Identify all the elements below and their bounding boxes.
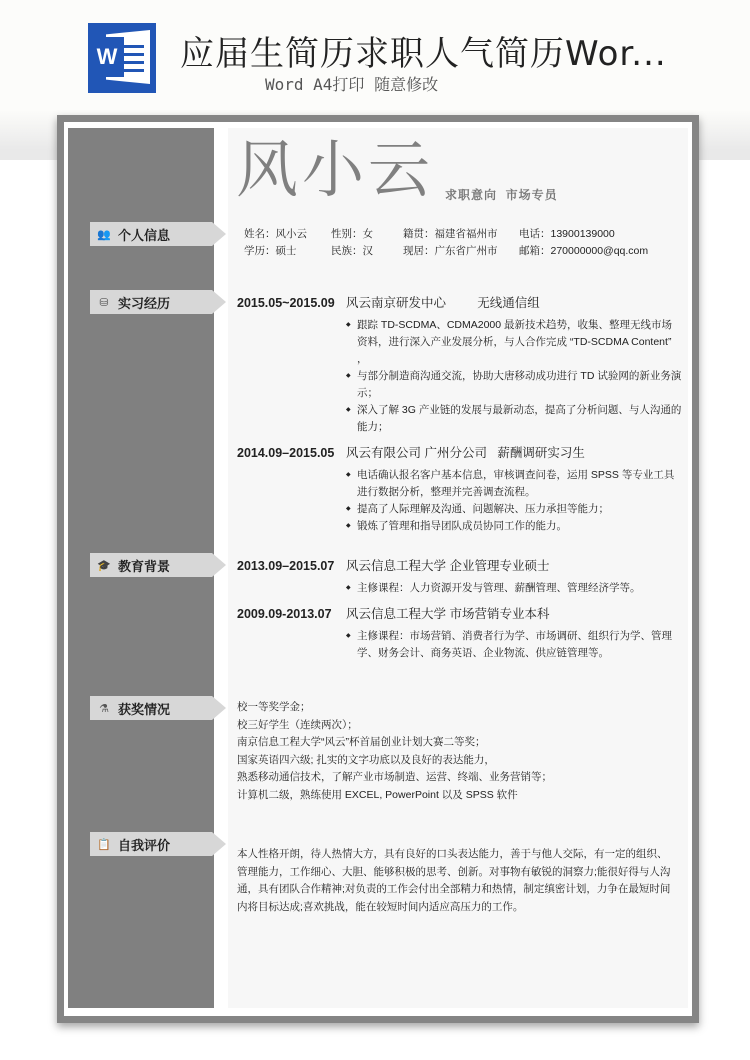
clipboard-icon: 📋: [97, 838, 111, 851]
awards-section: [68, 696, 688, 804]
edu-1-bullets: ◆ 主修课程：人力资源开发与管理、薪酬管理、管理经济学等。: [346, 580, 682, 597]
awards-list: 校一等奖学金； 校三好学生（连续两次）； 南京信息工程大学“风云”杯首届创业计划大赛二等奖； 国家英语四六级; 扎实的文字功底以及良好的表达能力， 熟悉移动通信技术，了解产业市场制造、运营、终端、业务营销等； 计算机二级，熟练使用 EXCEL, PowerPoint 以及 SPSS 软件: [237, 701, 552, 801]
internship-section: [68, 290, 688, 535]
resume-content: [68, 128, 688, 916]
flask-icon: ⚗: [99, 702, 109, 715]
document-title: 应届生简历求职人气简历Wor...: [180, 34, 667, 74]
section-personal-info: 👥 个人信息: [90, 222, 212, 246]
word-icon: W: [88, 23, 156, 93]
intern-entry-2: 2014.09–2015.05 风云有限公司 广州分公司 薪酬调研实习生: [237, 446, 585, 460]
job-intent: 求职意向 市场专员: [445, 188, 558, 202]
intern-1-bullets: ◆ 跟踪 TD-SCDMA、CDMA2000 最新技术趋势，收集、整理无线市场资料，进行深入产业发展分析，与人合作完成 “TD-SCDMA Content” ， ◆ 与部分制造商沟通交流，协助大唐移动成功进行 TD 试验网的新业务演示； ◆ 深入了解 3G 产业链的发展与最新动态，提高了分析问题、与人沟通的能力；: [346, 317, 682, 436]
candidate-name: 风小云: [236, 133, 435, 206]
edu-entry-1: 2013.09–2015.07 风云信息工程大学 企业管理专业硕士: [237, 559, 550, 573]
resume-header: [68, 128, 688, 220]
personal-info: 👥 个人信息 姓名：风小云 性别：女 籍贯：福建省福州市 电话：13900139000 学历：硕士 民族：汉 现居：广东省广州市 邮箱：270000000@qq.com: [68, 222, 688, 260]
section-internship: ⛁ 实习经历: [90, 290, 212, 314]
edu-entry-2: 2009.09-2013.07 风云信息工程大学 市场营销专业本科: [237, 607, 550, 621]
document-subtitle: Word A4打印 随意修改: [265, 75, 439, 94]
people-icon: 👥: [97, 228, 111, 241]
section-awards: ⚗ 获奖情况: [90, 696, 212, 720]
graduation-cap-icon: 🎓: [97, 559, 111, 572]
intern-entry-1: 2015.05~2015.09 风云南京研发中心 无线通信组: [237, 296, 540, 310]
education-section: [68, 553, 688, 662]
self-evaluation-section: [68, 832, 688, 916]
database-icon: ⛁: [99, 296, 109, 309]
self-evaluation-text: 本人性格开朗，待人热情大方，具有良好的口头表达能力，善于与他人交际，有一定的组织、管理能力，工作细心、大胆、能够积极的思考、创新。对事物有敏锐的洞察力;能很好得与人沟通，具有团队合作精神;对负责的工作会付出全部精力和热情，制定缜密计划，力争在最短时间内将目标达成;喜欢挑战，能在较短时间内适应高压力的工作。: [237, 848, 671, 913]
intern-2-bullets: ◆ 电话确认报名客户基本信息，审核调查问卷，运用 SPSS 等专业工具进行数据分析，整理并完善调查流程。 ◆ 提高了人际理解及沟通、问题解决、压力承担等能力； ◆ 锻炼了管理和指导团队成员协同工作的能力。: [346, 467, 682, 535]
section-education: 🎓 教育背景: [90, 553, 212, 577]
edu-2-bullets: ◆ 主修课程：市场营销、消费者行为学、市场调研、组织行为学、管理学、财务会计、商务英语、企业物流、供应链管理等。: [346, 628, 682, 662]
section-self-evaluation: 📋 自我评价: [90, 832, 212, 856]
